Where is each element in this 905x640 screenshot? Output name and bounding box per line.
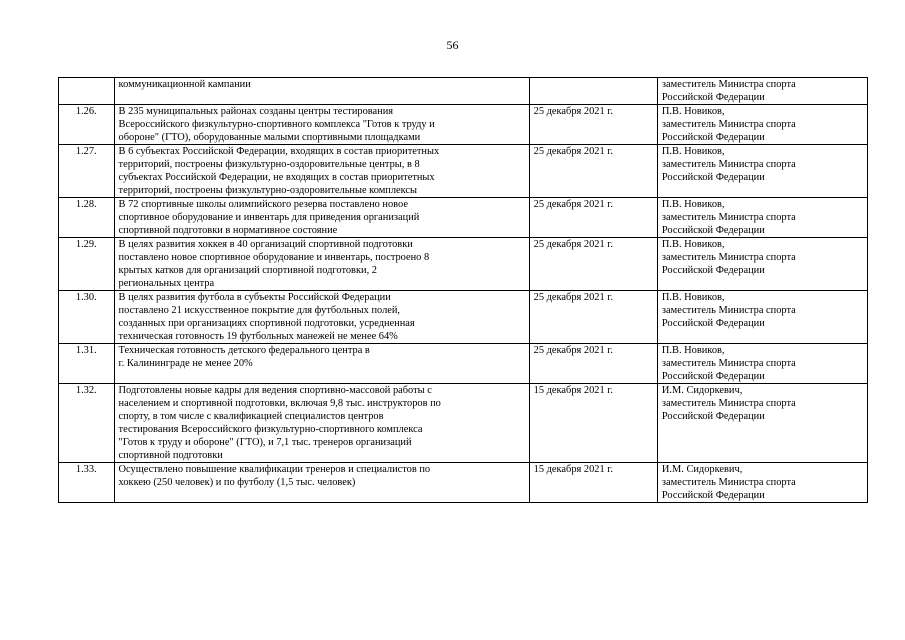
table-row [59, 344, 868, 384]
item-description [114, 78, 529, 105]
description-line: территорий, построены физкультурно-оздоровительные комплексы [118, 185, 418, 196]
responsible-line: заместитель Министра спорта [661, 79, 796, 90]
responsible-line: Российской Федерации [661, 265, 765, 276]
item-deadline: 25 декабря 2021 г. [529, 105, 657, 145]
item-description [114, 145, 529, 198]
plan-table-body [59, 78, 868, 503]
description-line: техническая готовность 19 футбольных манежей не менее 64% [118, 331, 398, 342]
responsible-line: И.М. Сидоркевич, [661, 385, 743, 396]
description-line: В 235 муниципальных районах созданы центры тестирования [118, 106, 394, 117]
description-line: Подготовлены новые кадры для ведения спортивно-массовой работы с [118, 385, 432, 396]
item-description [114, 198, 529, 238]
item-number: 1.27. [59, 145, 115, 198]
item-description [114, 344, 529, 384]
responsible-line: заместитель Министра спорта [661, 159, 796, 170]
description-line: "Готов к труду и обороне" (ГТО), и 7,1 тыс. тренеров организаций [118, 437, 412, 448]
table-row [59, 384, 868, 463]
responsible-line: П.В. Новиков, [661, 292, 725, 303]
table-row [59, 291, 868, 344]
item-responsible [657, 291, 867, 344]
item-description [114, 384, 529, 463]
item-number: 1.29. [59, 238, 115, 291]
responsible-line: заместитель Министра спорта [661, 212, 796, 223]
responsible-line: заместитель Министра спорта [661, 477, 796, 488]
item-description [114, 238, 529, 291]
table-row [59, 105, 868, 145]
item-responsible [657, 105, 867, 145]
responsible-line: заместитель Министра спорта [661, 305, 796, 316]
item-number: 1.32. [59, 384, 115, 463]
item-responsible [657, 384, 867, 463]
description-line: Всероссийского физкультурно-спортивного комплекса "Готов к труду и [118, 119, 435, 130]
description-line: крытых катков для организаций спортивной подготовки, 2 [118, 265, 377, 276]
responsible-line: Российской Федерации [661, 172, 765, 183]
item-deadline: 25 декабря 2021 г. [529, 145, 657, 198]
responsible-line: Российской Федерации [661, 371, 765, 382]
item-deadline: 25 декабря 2021 г. [529, 198, 657, 238]
item-responsible [657, 344, 867, 384]
item-description [114, 291, 529, 344]
item-deadline: 15 декабря 2021 г. [529, 384, 657, 463]
item-description [114, 105, 529, 145]
item-number: 1.26. [59, 105, 115, 145]
description-line: спортивной подготовки [118, 450, 223, 461]
responsible-line: Российской Федерации [661, 411, 765, 422]
table-row [59, 198, 868, 238]
responsible-line: П.В. Новиков, [661, 146, 725, 157]
description-line: населением и спортивной подготовки, включая 9,8 тыс. инструкторов по [118, 398, 441, 409]
description-line: спортивной подготовки в нормативное состояние [118, 225, 338, 236]
description-line: спорту, в том числе с квалификацией специалистов центров [118, 411, 384, 422]
item-responsible [657, 238, 867, 291]
item-number: 1.30. [59, 291, 115, 344]
responsible-line: Российской Федерации [661, 225, 765, 236]
table-row [59, 463, 868, 503]
item-number: 1.28. [59, 198, 115, 238]
description-line: спортивное оборудование и инвентарь для приведения организаций [118, 212, 420, 223]
description-line: Осуществлено повышение квалификации тренеров и специалистов по [118, 464, 431, 475]
item-responsible [657, 145, 867, 198]
plan-table [58, 77, 868, 503]
responsible-line: П.В. Новиков, [661, 199, 725, 210]
item-responsible [657, 463, 867, 503]
item-deadline: 25 декабря 2021 г. [529, 344, 657, 384]
responsible-line: П.В. Новиков, [661, 345, 725, 356]
description-line: хоккею (250 человек) и по футболу (1,5 тыс. человек) [118, 477, 356, 488]
item-deadline: 25 декабря 2021 г. [529, 291, 657, 344]
item-deadline: 25 декабря 2021 г. [529, 238, 657, 291]
responsible-line: П.В. Новиков, [661, 106, 725, 117]
description-line: коммуникационной кампании [118, 79, 251, 90]
description-line: В целях развития хоккея в 40 организаций спортивной подготовки [118, 239, 413, 250]
responsible-line: П.В. Новиков, [661, 239, 725, 250]
description-line: поставлено новое спортивное оборудование и инвентарь, построено 8 [118, 252, 430, 263]
responsible-line: заместитель Министра спорта [661, 119, 796, 130]
responsible-line: заместитель Министра спорта [661, 358, 796, 369]
table-row [59, 78, 868, 105]
description-line: тестирования Всероссийского физкультурно-спортивного комплекса [118, 424, 423, 435]
item-deadline [529, 78, 657, 105]
item-number: 1.33. [59, 463, 115, 503]
table-row [59, 238, 868, 291]
description-line: Техническая готовность детского федерального центра в [118, 345, 370, 356]
responsible-line: Российской Федерации [661, 132, 765, 143]
item-number [59, 78, 115, 105]
description-line: В целях развития футбола в субъекты Российской Федерации [118, 292, 391, 303]
responsible-line: И.М. Сидоркевич, [661, 464, 743, 475]
item-responsible [657, 198, 867, 238]
item-description [114, 463, 529, 503]
description-line: В 6 субъектах Российской Федерации, входящих в состав приоритетных [118, 146, 440, 157]
responsible-line: Российской Федерации [661, 490, 765, 501]
description-line: обороне" (ГТО), оборудованные малыми спортивными площадками [118, 132, 421, 143]
page-number: 56 [446, 38, 459, 52]
responsible-line: Российской Федерации [661, 318, 765, 329]
responsible-line: заместитель Министра спорта [661, 398, 796, 409]
description-line: территорий, построены физкультурно-оздоровительные центры, в 8 [118, 159, 420, 170]
table-row [59, 145, 868, 198]
responsible-line: заместитель Министра спорта [661, 252, 796, 263]
description-line: поставлено 21 искусственное покрытие для футбольных полей, [118, 305, 401, 316]
item-responsible [657, 78, 867, 105]
item-deadline: 15 декабря 2021 г. [529, 463, 657, 503]
description-line: В 72 спортивные школы олимпийского резерва поставлено новое [118, 199, 408, 210]
responsible-line: Российской Федерации [661, 92, 765, 103]
description-line: г. Калининграде не менее 20% [118, 358, 253, 369]
description-line: созданных при организациях спортивной подготовки, усредненная [118, 318, 415, 329]
description-line: региональных центра [118, 278, 215, 289]
description-line: субъектах Российской Федерации, не входящих в состав приоритетных [118, 172, 435, 183]
item-number: 1.31. [59, 344, 115, 384]
